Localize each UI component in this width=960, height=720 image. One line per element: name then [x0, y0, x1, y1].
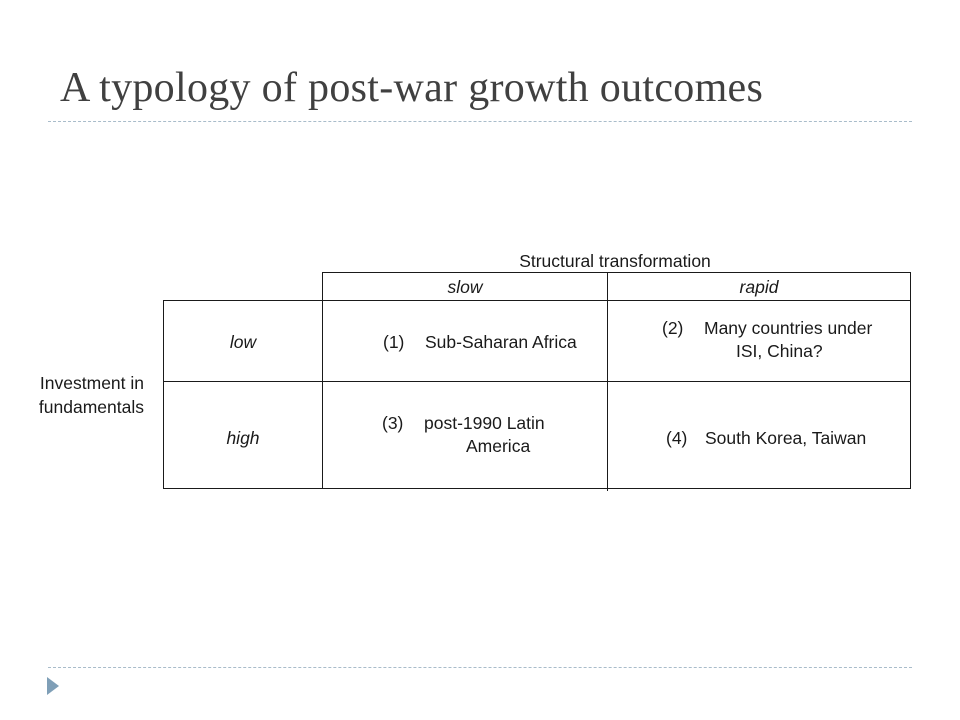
cell-3	[382, 412, 545, 458]
table-bottom-line	[163, 488, 911, 489]
slide-bullet-icon	[47, 677, 59, 695]
cell-2	[662, 317, 872, 363]
cell-2-text-line2: ISI, China?	[736, 341, 823, 361]
header-top-line	[322, 272, 911, 273]
table-right-line	[910, 272, 911, 489]
header-bottom-line	[163, 300, 911, 301]
table-left-line	[163, 300, 164, 489]
column-header: Structural transformation	[519, 251, 711, 271]
cell-3-text-line1: post-1990 Latin	[424, 413, 545, 433]
column-divider	[607, 272, 608, 491]
row-label-low: low	[229, 332, 257, 352]
slide-title: A typology of post-war growth outcomes	[60, 65, 764, 111]
cell-1-number: (1)	[383, 332, 405, 352]
cell-3-number: (3)	[382, 413, 404, 433]
cell-3-text-line2: America	[466, 436, 531, 456]
footer-divider	[48, 667, 912, 668]
row-label-high: high	[226, 428, 260, 448]
cell-1	[383, 331, 577, 354]
row-divider-line	[163, 381, 911, 382]
cell-4-text: South Korea, Taiwan	[705, 428, 867, 448]
row-label-divider	[322, 272, 323, 489]
column-label-slow: slow	[447, 277, 483, 297]
cell-2-text-line1: Many countries under	[704, 318, 873, 338]
column-label-rapid: rapid	[739, 277, 779, 297]
cell-4	[666, 427, 866, 450]
row-header-line1: Investment in	[39, 373, 144, 393]
cell-1-text: Sub-Saharan Africa	[425, 332, 577, 352]
row-header-line2: fundamentals	[38, 397, 144, 417]
cell-4-number: (4)	[666, 428, 688, 448]
cell-2-number: (2)	[662, 318, 684, 338]
